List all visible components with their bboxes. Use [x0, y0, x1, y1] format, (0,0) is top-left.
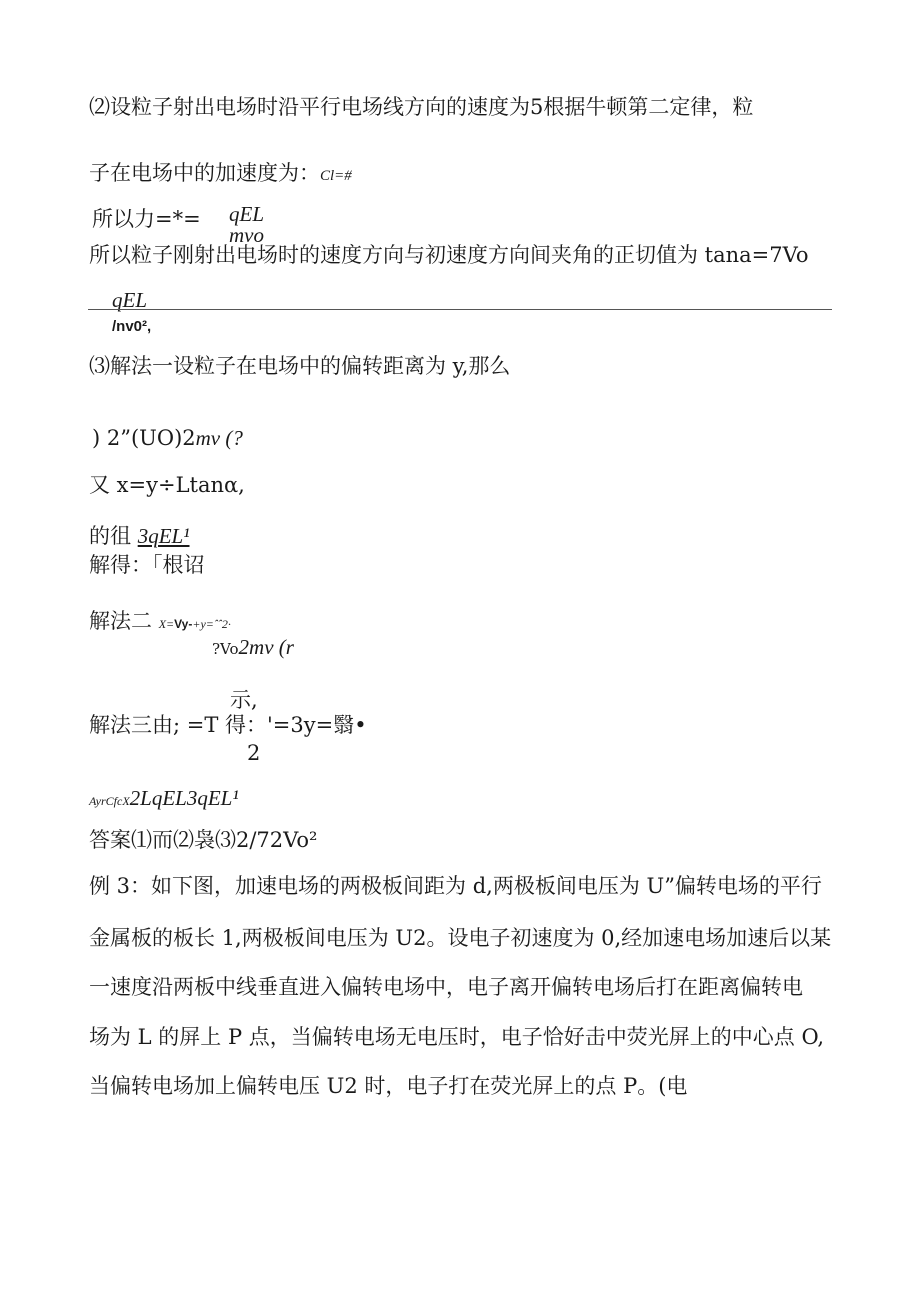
tangent-line: 所以粒子刚射出电场时的速度方向与初速度方向间夹角的正切值为 tana=7Vo — [89, 243, 809, 267]
solve-line: 解得：「根诏 — [89, 553, 205, 577]
formula-body: 2LqEL3qEL¹ — [129, 786, 239, 810]
fraction-rule — [88, 309, 832, 310]
acceleration-formula: Cl=# — [320, 168, 352, 184]
method-two-rest: +y=ˆˆ2· — [192, 617, 231, 631]
example-paragraph-line-4: 场为 L 的屏上 P 点，当偏转电场无电压时，电子恰好击中荧光屏上的中心点 O, — [89, 1025, 825, 1049]
solution-line-2: ⑵设粒子射出电场时沿平行电场线方向的速度为5根据牛顿第二定律，粒 — [89, 95, 754, 119]
result-prefix: 的徂 — [89, 524, 138, 548]
method-two-vy: Vy- — [174, 617, 193, 631]
equation-part-b: mv (? — [195, 426, 243, 450]
result-formula: 3qEL¹ — [137, 524, 190, 548]
vy-numerator: qEL — [229, 202, 265, 226]
denominator-part-b: 2mv (r — [238, 635, 294, 659]
method-two-label: 解法二 — [89, 609, 159, 633]
example-paragraph-line-2: 金属板的板长 1,两极板间电压为 U2。设电子初速度为 0,经加速电场加速后以某 — [89, 926, 832, 950]
example-paragraph-line-1: 例 3：如下图，加速电场的两极板间距为 d,两极板间电压为 U”偏转电场的平行 — [89, 874, 822, 898]
equation-part-a: ) 2”(UO)2 — [92, 426, 196, 450]
method-two-denominator — [212, 634, 294, 662]
method-one-line: ⑶解法一设粒子在电场中的偏转距离为 y,那么 — [89, 354, 511, 378]
acceleration-text: 子在电场中的加速度为： — [89, 161, 320, 185]
formula-prefix: AyrCfcX — [89, 794, 130, 808]
example-paragraph-line-5: 当偏转电场加上偏转电压 U2 时，电子打在荧光屏上的点 P。(电 — [89, 1074, 688, 1098]
result-line — [89, 523, 190, 549]
acceleration-line — [89, 160, 352, 189]
tangent-denominator: /nv0², — [112, 318, 152, 335]
method-two-x: X= — [158, 617, 175, 631]
equation-line — [92, 425, 243, 451]
x-relation-line: 又 x=y÷Ltanα, — [89, 473, 245, 497]
show-text: 示, — [230, 688, 258, 712]
method-two-line — [89, 608, 231, 637]
method-three-denominator: 2 — [247, 741, 261, 765]
vy-line: 所以力=*= — [92, 207, 201, 231]
vy-denominator: mvo — [229, 223, 264, 247]
example-paragraph-line-3: 一速度沿两板中线垂直进入偏转电场中，电子离开偏转电场后打在距离偏转电 — [89, 975, 803, 999]
answer-line: 答案⑴而⑵袅⑶2/72Vo² — [89, 828, 318, 852]
denominator-part-a: ?Vo — [212, 640, 239, 658]
formula-line — [89, 785, 239, 814]
tangent-numerator: qEL — [112, 288, 148, 312]
method-three-line: 解法三由; =T 得：'=3y=翳• — [89, 713, 367, 737]
